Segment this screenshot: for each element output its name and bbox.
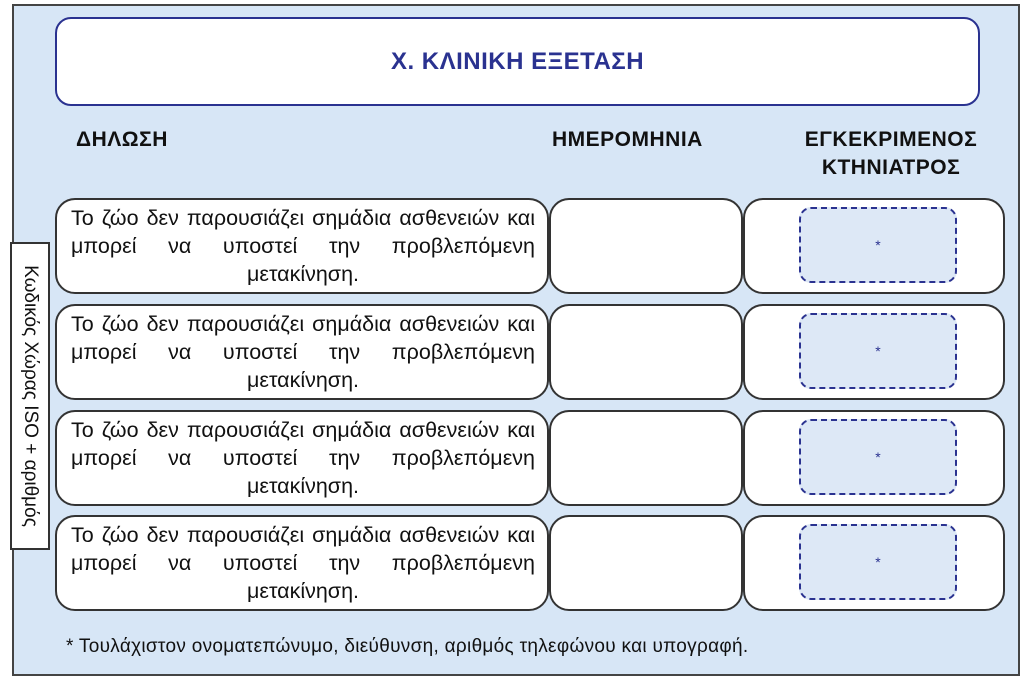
declaration-text: Το ζώο δεν παρουσιάζει σημάδια ασθενειών και μπορεί να υποστεί την προβλεπόμενη μετακίνηση. [71,312,535,392]
declaration-text: Το ζώο δεν παρουσιάζει σημάδια ασθενειών και μπορεί να υποστεί την προβλεπόμενη μετακίνηση. [71,206,535,286]
asterisk-mark: * [875,237,881,253]
section-title: Χ. ΚΛΙΝΙΚΗ ΕΞΕΤΑΣΗ [390,47,645,75]
side-tab-label: Κωδικός Χώρας ISO + αριθμός [20,265,41,527]
header-vet-line1: ΕΓΚΕΚΡΙΜΕΝΟΣ [804,128,978,151]
date-field[interactable] [549,410,743,506]
declaration-text: Το ζώο δεν παρουσιάζει σημάδια ασθενειών και μπορεί να υποστεί την προβλεπόμενη μετακίνηση. [71,418,535,498]
vet-cell [743,198,1005,294]
footnote: * Τουλάχιστον ονοματεπώνυμο, διεύθυνση, αριθμός τηλεφώνου και υπογραφή. [66,636,749,657]
declaration-cell [55,198,549,294]
side-tab [10,242,50,550]
declaration-cell [55,410,549,506]
declaration-text: Το ζώο δεν παρουσιάζει σημάδια ασθενειών και μπορεί να υποστεί την προβλεπόμενη μετακίνηση. [71,523,535,603]
header-date: ΗΜΕΡΟΜΗΝΙΑ [552,128,703,151]
vet-cell [743,410,1005,506]
vet-cell [743,515,1005,611]
asterisk-mark: * [875,343,881,359]
section-title-box [55,17,980,106]
asterisk-mark: * [875,554,881,570]
vet-stamp-field[interactable] [799,313,957,389]
header-declaration: ΔΗΛΩΣΗ [76,128,168,151]
declaration-cell [55,304,549,400]
date-field[interactable] [549,515,743,611]
declaration-cell [55,515,549,611]
vet-stamp-field[interactable] [799,207,957,283]
vet-cell [743,304,1005,400]
header-vet [775,126,1007,182]
asterisk-mark: * [875,449,881,465]
vet-stamp-field[interactable] [799,524,957,600]
date-field[interactable] [549,198,743,294]
date-field[interactable] [549,304,743,400]
header-vet-line2: ΚΤΗΝΙΑΤΡΟΣ [821,156,961,179]
vet-stamp-field[interactable] [799,419,957,495]
